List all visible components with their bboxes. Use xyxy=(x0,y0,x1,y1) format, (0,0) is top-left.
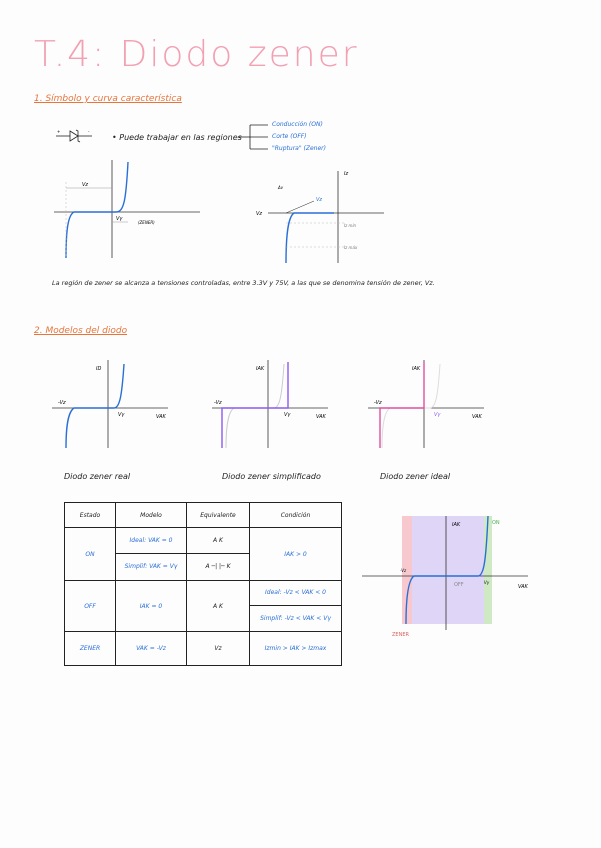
region-zener-label: ZENER xyxy=(392,632,409,638)
condicion-zener: Izmin > IAK > Izmax xyxy=(250,632,342,666)
zener-diode-symbol xyxy=(56,128,96,144)
ideal-y-label: IAK xyxy=(412,366,421,372)
real-y-label: ID xyxy=(96,366,102,372)
svg-text:+: + xyxy=(57,129,61,134)
equiv-on-simplif: A ─| |─ K xyxy=(187,553,249,580)
svg-text:-: - xyxy=(88,129,90,134)
header-equivalente: Equivalente xyxy=(187,503,250,528)
caption-simplified: Diodo zener simplificado xyxy=(222,472,321,481)
zener-note: La región de zener se alcanza a tensiones controladas, entre 3.3V y 75V, a las que se denomina tensión de zener, Vz. xyxy=(52,279,435,287)
region-on: Conducción (ON) xyxy=(272,121,323,128)
region-on-label: ON xyxy=(492,520,500,526)
equiv-off: A K xyxy=(187,581,250,632)
ideal-pos-label: Vγ xyxy=(434,412,441,418)
region-off-label: OFF xyxy=(454,582,464,588)
section2-heading: 2. Modelos del diodo xyxy=(34,326,128,336)
modelo-on-simplif: Simplif: VAK = Vγ xyxy=(116,553,186,580)
caption-ideal: Diodo zener ideal xyxy=(380,472,451,481)
regions-neg-label: -Vz xyxy=(400,568,407,573)
section1-heading: 1. Símbolo y curva característica xyxy=(34,94,182,104)
estado-on: ON xyxy=(65,528,116,581)
condicion-on: IAK > 0 xyxy=(250,528,342,581)
ideal-neg-label: -Vz xyxy=(374,400,382,406)
model-ideal-graph xyxy=(368,360,488,450)
iz-axis-label: Iz xyxy=(344,171,349,177)
regions-x-label: VAK xyxy=(518,584,528,590)
regions-y-label: IAK xyxy=(452,522,461,528)
vz-curve-label: Vz xyxy=(316,197,323,203)
modelo-on-ideal: Ideal: VAK = 0 xyxy=(129,537,173,544)
simp-x-label: VAK xyxy=(316,414,326,420)
header-estado: Estado xyxy=(65,503,116,528)
simp-y-label: IAK xyxy=(256,366,265,372)
zener-region-graph xyxy=(256,165,386,265)
real-x-label: VAK xyxy=(156,414,166,420)
header-condicion: Condición xyxy=(250,503,342,528)
regions-bracket xyxy=(238,122,272,152)
modelo-zener: VAK = -Vz xyxy=(116,632,187,666)
estado-zener: ZENER xyxy=(65,632,116,666)
real-neg-label: -Vz xyxy=(58,400,66,406)
condicion-off-ideal: Ideal: -Vz < VAK < 0 xyxy=(265,589,326,596)
ideal-x-label: VAK xyxy=(472,414,482,420)
vz-left-label: Vz xyxy=(256,211,263,217)
vz-label: Vz xyxy=(82,182,89,188)
caption-real: Diodo zener real xyxy=(64,472,131,481)
region-zener: "Ruptura" (Zener) xyxy=(272,145,326,152)
table-row xyxy=(65,632,342,666)
table-row xyxy=(65,528,342,581)
simp-neg-label: -Vz xyxy=(214,400,222,406)
models-table xyxy=(64,502,342,666)
iz-max-label: Iz máx xyxy=(344,245,358,250)
zener-label: (ZENER) xyxy=(138,220,155,225)
simp-pos-label: Vγ xyxy=(284,412,291,418)
page-title: T.4: Diodo zener xyxy=(34,34,359,75)
vy-label: Vγ xyxy=(116,216,123,222)
table-row xyxy=(65,581,342,632)
modelo-off: IAK = 0 xyxy=(116,581,187,632)
estado-off: OFF xyxy=(65,581,116,632)
model-real-graph xyxy=(52,360,172,450)
condicion-off-simplif: Simplif: -Vz < VAK < Vγ xyxy=(250,605,341,631)
regions-pos-label: Vγ xyxy=(484,580,490,585)
equiv-zener: Vz xyxy=(187,632,250,666)
model-simplified-graph xyxy=(212,360,332,450)
equiv-on-ideal: A K xyxy=(213,537,223,544)
characteristic-curve-graph xyxy=(54,160,204,260)
real-pos-label: Vγ xyxy=(118,412,125,418)
header-modelo: Modelo xyxy=(116,503,187,528)
regions-chart xyxy=(362,510,532,640)
iz-min-label: Iz mín xyxy=(344,223,357,228)
region-off: Corte (OFF) xyxy=(272,133,307,140)
delta-v-label: Δv xyxy=(278,185,284,190)
regions-intro: • Puede trabajar en las regiones xyxy=(112,133,242,142)
